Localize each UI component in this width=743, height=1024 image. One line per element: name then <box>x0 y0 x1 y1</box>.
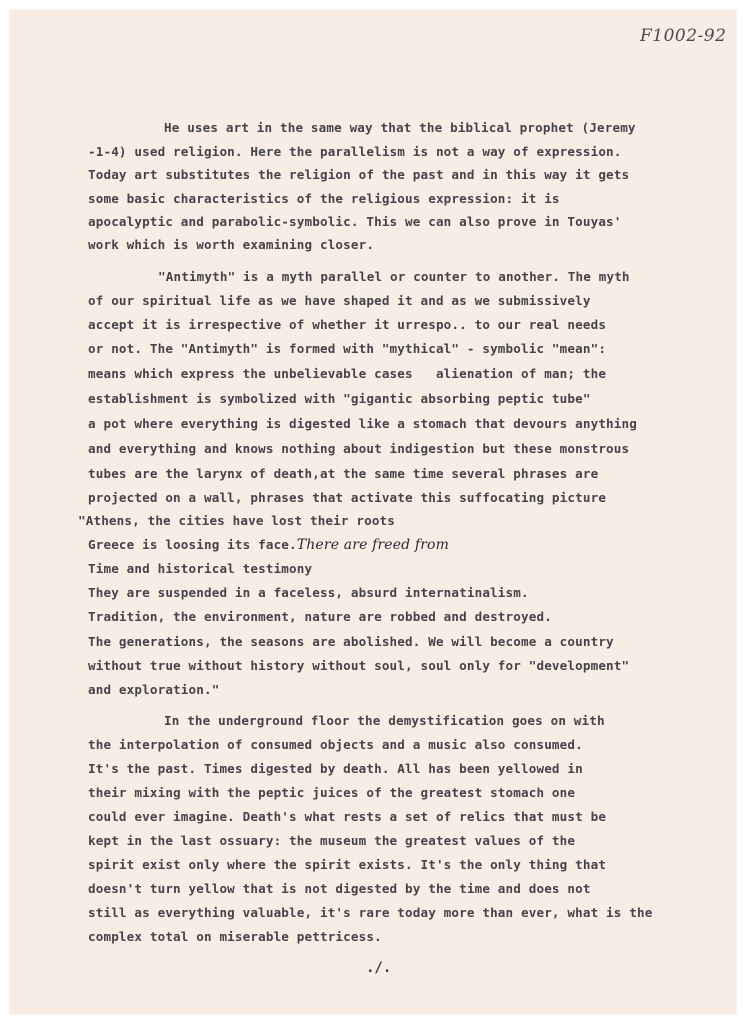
text-line: doesn't turn yellow that is not digested by the time and does not <box>88 881 591 896</box>
text-line: establishment is symbolized with "gigantic absorbing peptic tube" <box>88 391 591 406</box>
text-line: still as everything valuable, it's rare today more than ever, what is the <box>88 905 653 920</box>
text-line: Tradition, the environment, nature are robbed and destroyed. <box>88 609 552 624</box>
text-line: and exploration." <box>88 682 220 697</box>
text-line: "Antimyth" is a myth parallel or counter to another. The myth <box>158 269 630 284</box>
text-line: He uses art in the same way that the biblical prophet (Jeremy <box>164 120 636 135</box>
text-line: their mixing with the peptic juices of the greatest stomach one <box>88 785 576 800</box>
text-line: a pot where everything is digested like a stomach that devours anything <box>88 416 637 431</box>
text-line: could ever imagine. Death's what rests a set of relics that must be <box>88 809 607 824</box>
text-line: It's the past. Times digested by death. All has been yellowed in <box>88 761 583 776</box>
typed-text: Greece is loosing its face. <box>88 537 297 552</box>
text-line: -1-4) used religion. Here the parallelism is not a way of expression. <box>88 144 622 159</box>
text-line: without true without history without soul, soul only for "development" <box>88 658 630 673</box>
page-marker: ./. <box>366 960 392 976</box>
text-line: Today art substitutes the religion of the past and in this way it gets <box>88 167 630 182</box>
text-line: the interpolation of consumed objects and a music also consumed. <box>88 737 583 752</box>
text-line: accept it is irrespective of whether it urrespo.. to our real needs <box>88 317 607 332</box>
text-line: work which is worth examining closer. <box>88 237 375 252</box>
handwritten-insert: There are freed from <box>296 537 450 553</box>
reference-number: F1002-92 <box>640 26 727 46</box>
text-line: "Athens, the cities have lost their roots <box>78 513 396 528</box>
text-line: or not. The "Antimyth" is formed with "mythical" - symbolic "mean": <box>88 341 607 356</box>
text-line: apocalyptic and parabolic-symbolic. This we can also prove in Touyas' <box>88 214 622 229</box>
text-line: The generations, the seasons are abolished. We will become a country <box>88 634 614 649</box>
text-line <box>88 537 449 553</box>
text-line: They are suspended in a faceless, absurd internatinalism. <box>88 585 529 600</box>
text-line: spirit exist only where the spirit exists. It's the only thing that <box>88 857 607 872</box>
text-line: of our spiritual life as we have shaped it and as we submissively <box>88 293 591 308</box>
text-line: complex total on miserable pettricess. <box>88 929 382 944</box>
text-line: Time and historical testimony <box>88 561 313 576</box>
text-line: means which express the unbelievable cases alienation of man; the <box>88 366 607 381</box>
text-line: and everything and knows nothing about indigestion but these monstrous <box>88 441 630 456</box>
text-line: tubes are the larynx of death,at the same time several phrases are <box>88 466 599 481</box>
text-line: projected on a wall, phrases that activate this suffocating picture <box>88 490 607 505</box>
text-line: In the underground floor the demystification goes on with <box>164 713 605 728</box>
text-line: some basic characteristics of the religious expression: it is <box>88 191 560 206</box>
text-line: kept in the last ossuary: the museum the greatest values of the <box>88 833 576 848</box>
